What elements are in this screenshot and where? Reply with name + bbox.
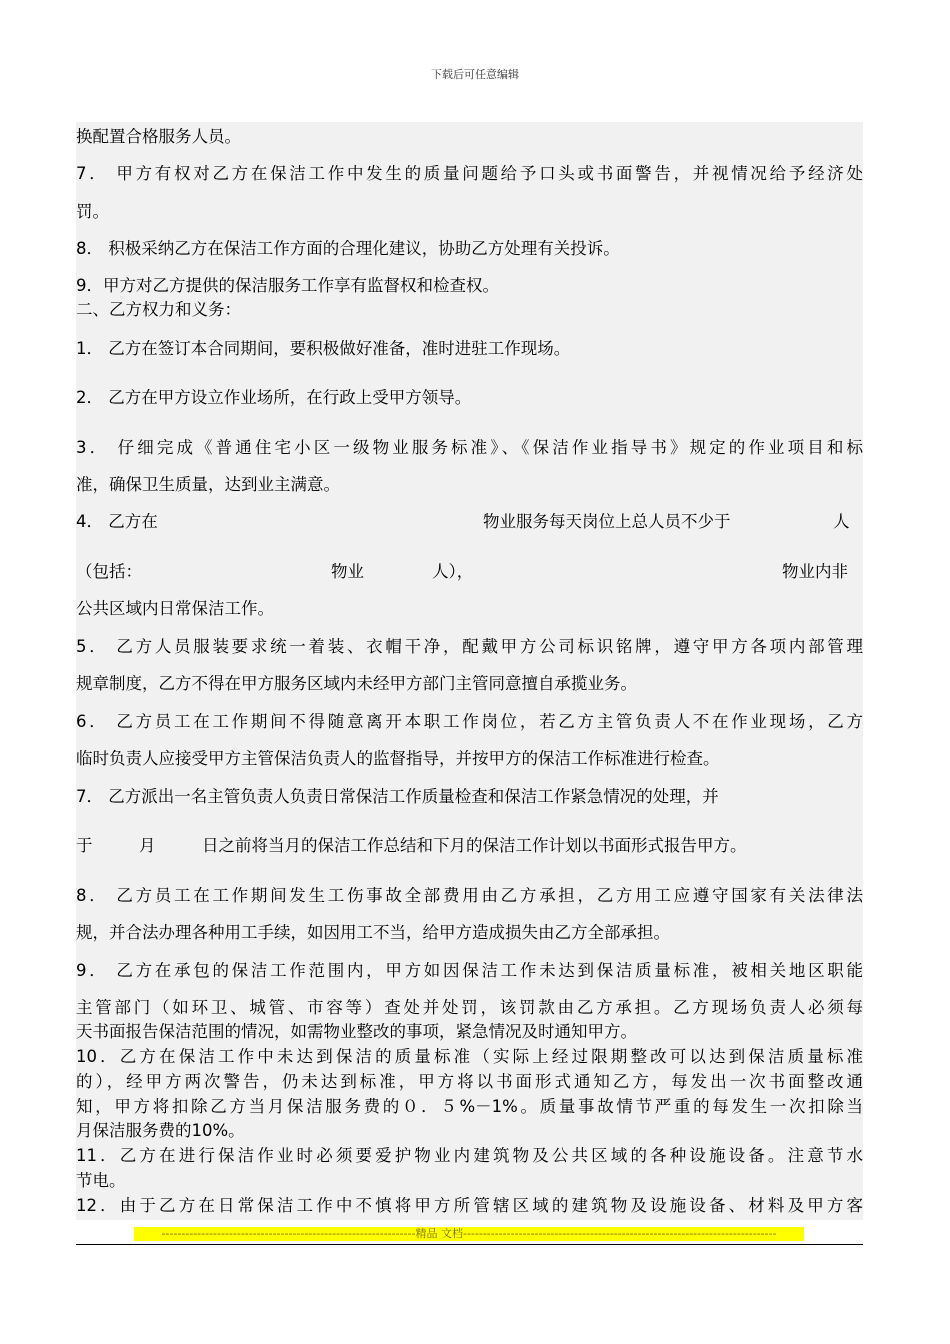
paragraph-fragment: 人 [833,512,850,531]
paragraph-line: 知，甲方将扣除乙方当月保洁服务费的０．５%－1%。质量事故情节严重的每发生一次扣除当 [76,1097,863,1116]
footer-watermark [134,1227,804,1241]
paragraph-line: 临时负责人应接受甲方主管保洁负责人的监督指导，并按甲方的保洁工作标准进行检查。 [76,749,720,768]
paragraph-line: 8． 乙方员工在工作期间发生工伤事故全部费用由乙方承担，乙方用工应遵守国家有关法律法 [76,886,863,905]
paragraph-line: 6． 乙方员工在工作期间不得随意离开本职工作岗位，若乙方主管负责人不在作业现场，乙方 [76,712,863,731]
paragraph-line: 2． 乙方在甲方设立作业场所，在行政上受甲方领导。 [76,388,472,407]
footer-rule [76,1244,863,1245]
footer-dashes-right: ------------------------------------------------------------------------------- [462,1227,777,1240]
paragraph-line: 10．乙方在保洁工作中未达到保洁的质量标准（实际上经过限期整改可以达到保洁质量标准 [76,1047,863,1066]
paragraph-line: 5． 乙方人员服装要求统一着装、衣帽干净，配戴甲方公司标识铭牌，遵守甲方各项内部管理 [76,637,863,656]
paragraph-line: 准，确保卫生质量，达到业主满意。 [76,475,340,494]
paragraph-line: 的），经甲方两次警告，仍未达到标准，甲方将以书面形式通知乙方，每发出一次书面整改通 [76,1072,863,1091]
paragraph-line: 8． 积极采纳乙方在保洁工作方面的合理化建议，协助乙方处理有关投诉。 [76,239,620,258]
paragraph-fragment: 日之前将当月的保洁工作总结和下月的保洁工作计划以书面形式报告甲方。 [202,836,747,855]
paragraph-fragment: 月 [139,836,156,855]
page-header-note: 下载后可任意编辑 [431,68,519,81]
paragraph-line: 换配置合格服务人员。 [76,127,241,146]
paragraph-line: 12．由于乙方在日常保洁工作中不慎将甲方所管辖区域的建筑物及设施设备、材料及甲方客 [76,1196,863,1215]
paragraph-line: 9． 乙方在承包的保洁工作范围内，甲方如因保洁工作未达到保洁质量标准，被相关地区职能 [76,961,863,980]
paragraph-line: 公共区域内日常保洁工作。 [76,599,274,618]
section-heading: 二、乙方权力和义务： [76,300,241,319]
paragraph-line: 3． 仔细完成《普通住宅小区一级物业服务标准》、《保洁作业指导书》规定的作业项目和标 [76,438,863,457]
paragraph-fragment: （包括： [76,562,142,581]
footer-dashes-left: ---------------------------------------------------------------- [161,1227,416,1240]
paragraph-line: 规章制度，乙方不得在甲方服务区域内未经甲方部门主管同意擅自承揽业务。 [76,674,637,693]
paragraph-line: 节电。 [76,1171,126,1190]
paragraph-fragment: 物业服务每天岗位上总人员不少于 [483,512,731,531]
paragraph-fragment: 物业 [331,562,364,581]
paragraph-fragment: 物业内非 [782,562,848,581]
paragraph-line: 罚。 [76,202,109,221]
paragraph-fragment: 于 [76,836,93,855]
paragraph-line: 天书面报告保洁范围的情况，如需物业整改的事项，紧急情况及时通知甲方。 [76,1022,637,1041]
paragraph-line: 11．乙方在进行保洁作业时必须要爱护物业内建筑物及公共区域的各种设施设备。注意节水 [76,1146,863,1165]
paragraph-line: 7． 甲方有权对乙方在保洁工作中发生的质量问题给予口头或书面警告，并视情况给予经济处 [76,164,863,183]
paragraph-line: 1． 乙方在签订本合同期间，要积极做好准备，准时进驻工作现场。 [76,339,571,358]
paragraph-line: 月保洁服务费的10%。 [76,1121,245,1140]
paragraph-line: 7． 乙方派出一名主管负责人负责日常保洁工作质量检查和保洁工作紧急情况的处理，并 [76,787,719,806]
paragraph-line: 9．甲方对乙方提供的保洁服务工作享有监督权和检查权。 [76,276,499,295]
footer-label: 精品 文档 [415,1227,463,1240]
paragraph-line: 主管部门（如环卫、城管、市容等）查处并处罚，该罚款由乙方承担。乙方现场负责人必须每 [76,998,863,1017]
paragraph-fragment: 人）， [432,562,474,581]
paragraph-fragment: 4． 乙方在 [76,512,158,531]
paragraph-line: 规，并合法办理各种用工手续，如因用工不当，给甲方造成损失由乙方全部承担。 [76,923,670,942]
